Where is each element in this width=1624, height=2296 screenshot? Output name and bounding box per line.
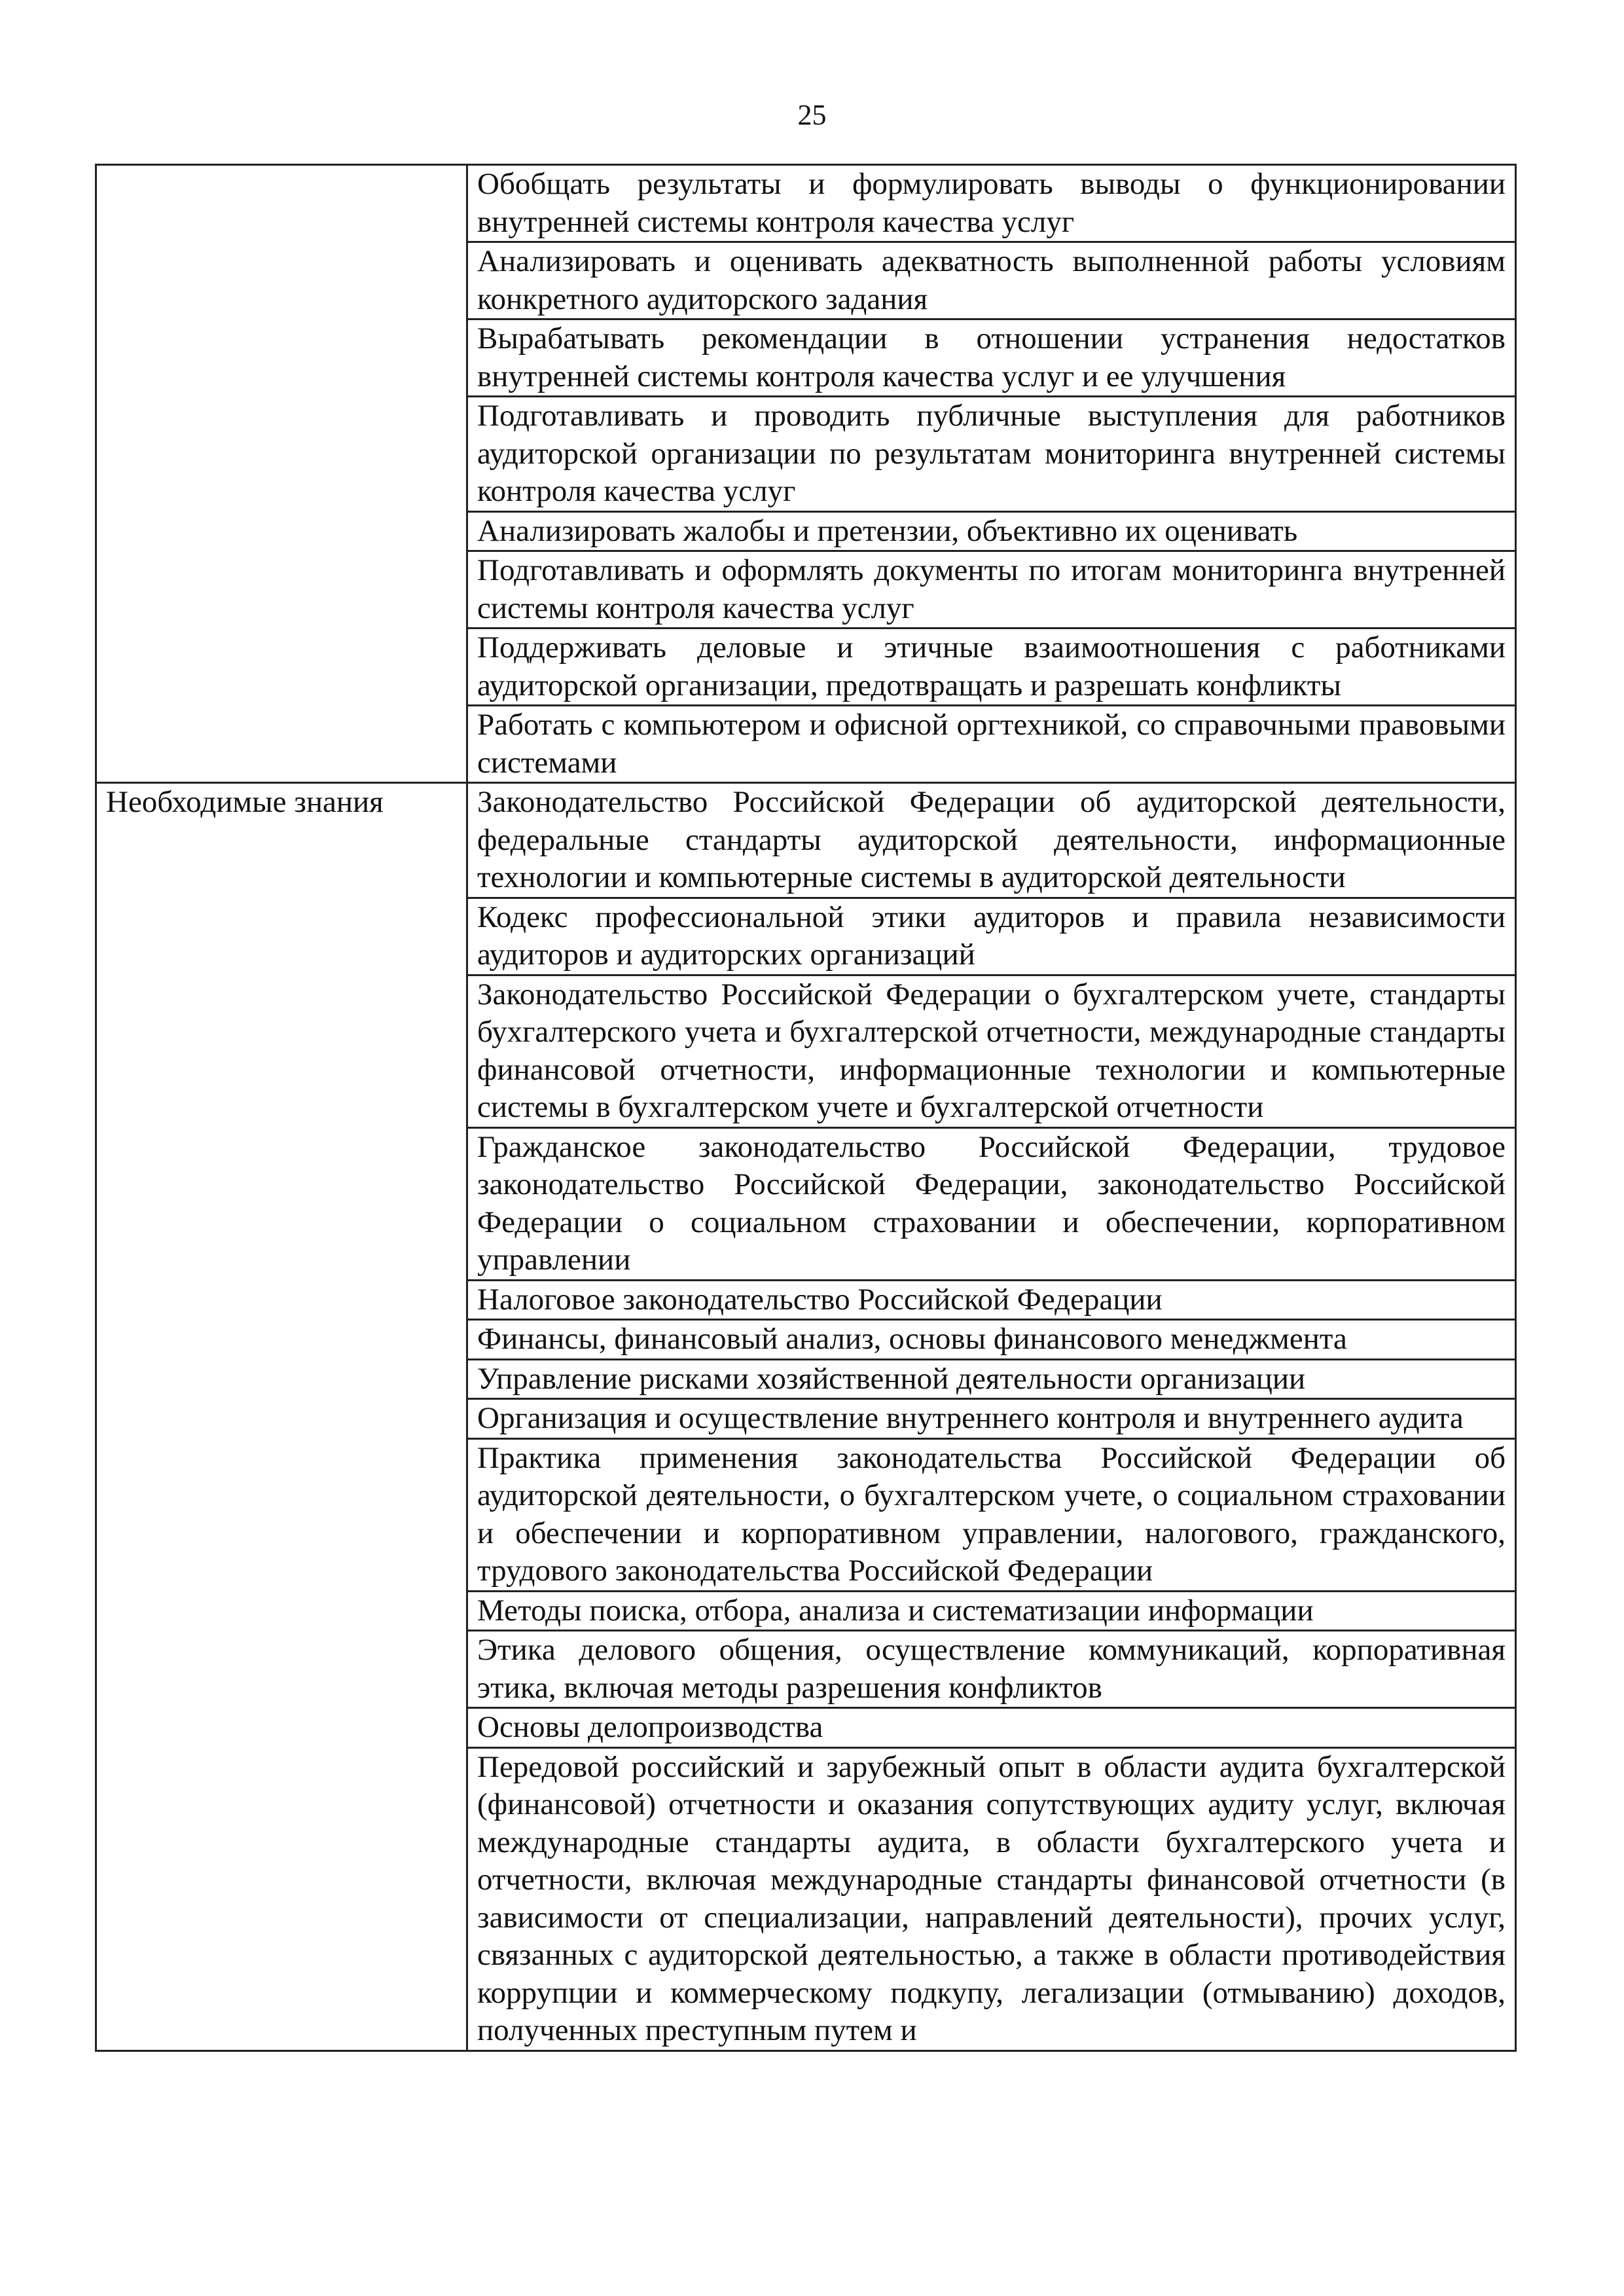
table-row	[96, 165, 1516, 242]
knowledge-item: Методы поиска, отбора, анализа и систематизации информации	[467, 1591, 1516, 1631]
page-number: 25	[797, 99, 827, 131]
knowledge-item: Законодательство Российской Федерации о бухгалтерском учете, стандарты бухгалтерского учета и бухгалтерской отчетности, международные стандарты финансовой отчетности, информационные технологии и компьютерные системы в бухгалтерском учете и бухгалтерской отчетности	[467, 975, 1516, 1127]
knowledge-item: Гражданское законодательство Российской Федерации, трудовое законодательство Российской Федерации, законодательство Российской Федерации о социальном страховании и обеспечении, корпоративном управлении	[467, 1127, 1516, 1280]
knowledge-label-cell: Необходимые знания	[96, 783, 467, 2051]
skills-label-cell	[96, 165, 467, 783]
knowledge-item: Законодательство Российской Федерации об аудиторской деятельности, федеральные стандарты аудиторской деятельности, информационные технологии и компьютерные системы в аудиторской деятельности	[467, 783, 1516, 898]
table-row	[96, 783, 1516, 898]
knowledge-item: Финансы, финансовый анализ, основы финансового менеджмента	[467, 1320, 1516, 1360]
skill-item: Обобщать результаты и формулировать выводы о функционировании внутренней системы контроля качества услуг	[467, 165, 1516, 242]
knowledge-item: Практика применения законодательства Российской Федерации об аудиторской деятельности, о бухгалтерском учете, о социальном страховании и обеспечении и корпоративном управлении, налогового, гражданского, трудового законодательства Российской Федерации	[467, 1438, 1516, 1591]
skill-item: Подготавливать и оформлять документы по итогам мониторинга внутренней системы контроля качества услуг	[467, 551, 1516, 629]
knowledge-item: Кодекс профессиональной этики аудиторов и правила независимости аудиторов и аудиторских организаций	[467, 898, 1516, 975]
knowledge-item: Налоговое законодательство Российской Федерации	[467, 1280, 1516, 1320]
knowledge-item: Управление рисками хозяйственной деятельности организации	[467, 1359, 1516, 1399]
skill-item: Вырабатывать рекомендации в отношении устранения недостатков внутренней системы контроля качества услуг и ее улучшения	[467, 319, 1516, 397]
knowledge-item: Основы делопроизводства	[467, 1708, 1516, 1748]
skill-item: Анализировать жалобы и претензии, объективно их оценивать	[467, 511, 1516, 551]
skill-item: Подготавливать и проводить публичные выступления для работников аудиторской организации по результатам мониторинга внутренней системы контроля качества услуг	[467, 397, 1516, 512]
competency-table	[95, 164, 1517, 2052]
skill-item: Анализировать и оценивать адекватность выполненной работы условиям конкретного аудиторского задания	[467, 242, 1516, 319]
skill-item: Поддерживать деловые и этичные взаимоотношения с работниками аудиторской организации, предотвращать и разрешать конфликты	[467, 629, 1516, 706]
knowledge-item: Передовой российский и зарубежный опыт в области аудита бухгалтерской (финансовой) отчетности и оказания сопутствующих аудиту услуг, включая международные стандарты аудита, в области бухгалтерского учета и отчетности, включая международные стандарты финансовой отчетности (в зависимости от специализации, направлений деятельности), прочих услуг, связанных с аудиторской деятельностью, а также в области противодействия коррупции и коммерческому подкупу, легализации (отмыванию) доходов, полученных преступным путем и	[467, 1747, 1516, 2050]
knowledge-item: Этика делового общения, осуществление коммуникаций, корпоративная этика, включая методы разрешения конфликтов	[467, 1631, 1516, 1708]
skill-item: Работать с компьютером и офисной оргтехникой, со справочными правовыми системами	[467, 706, 1516, 783]
knowledge-item: Организация и осуществление внутреннего контроля и внутреннего аудита	[467, 1399, 1516, 1439]
